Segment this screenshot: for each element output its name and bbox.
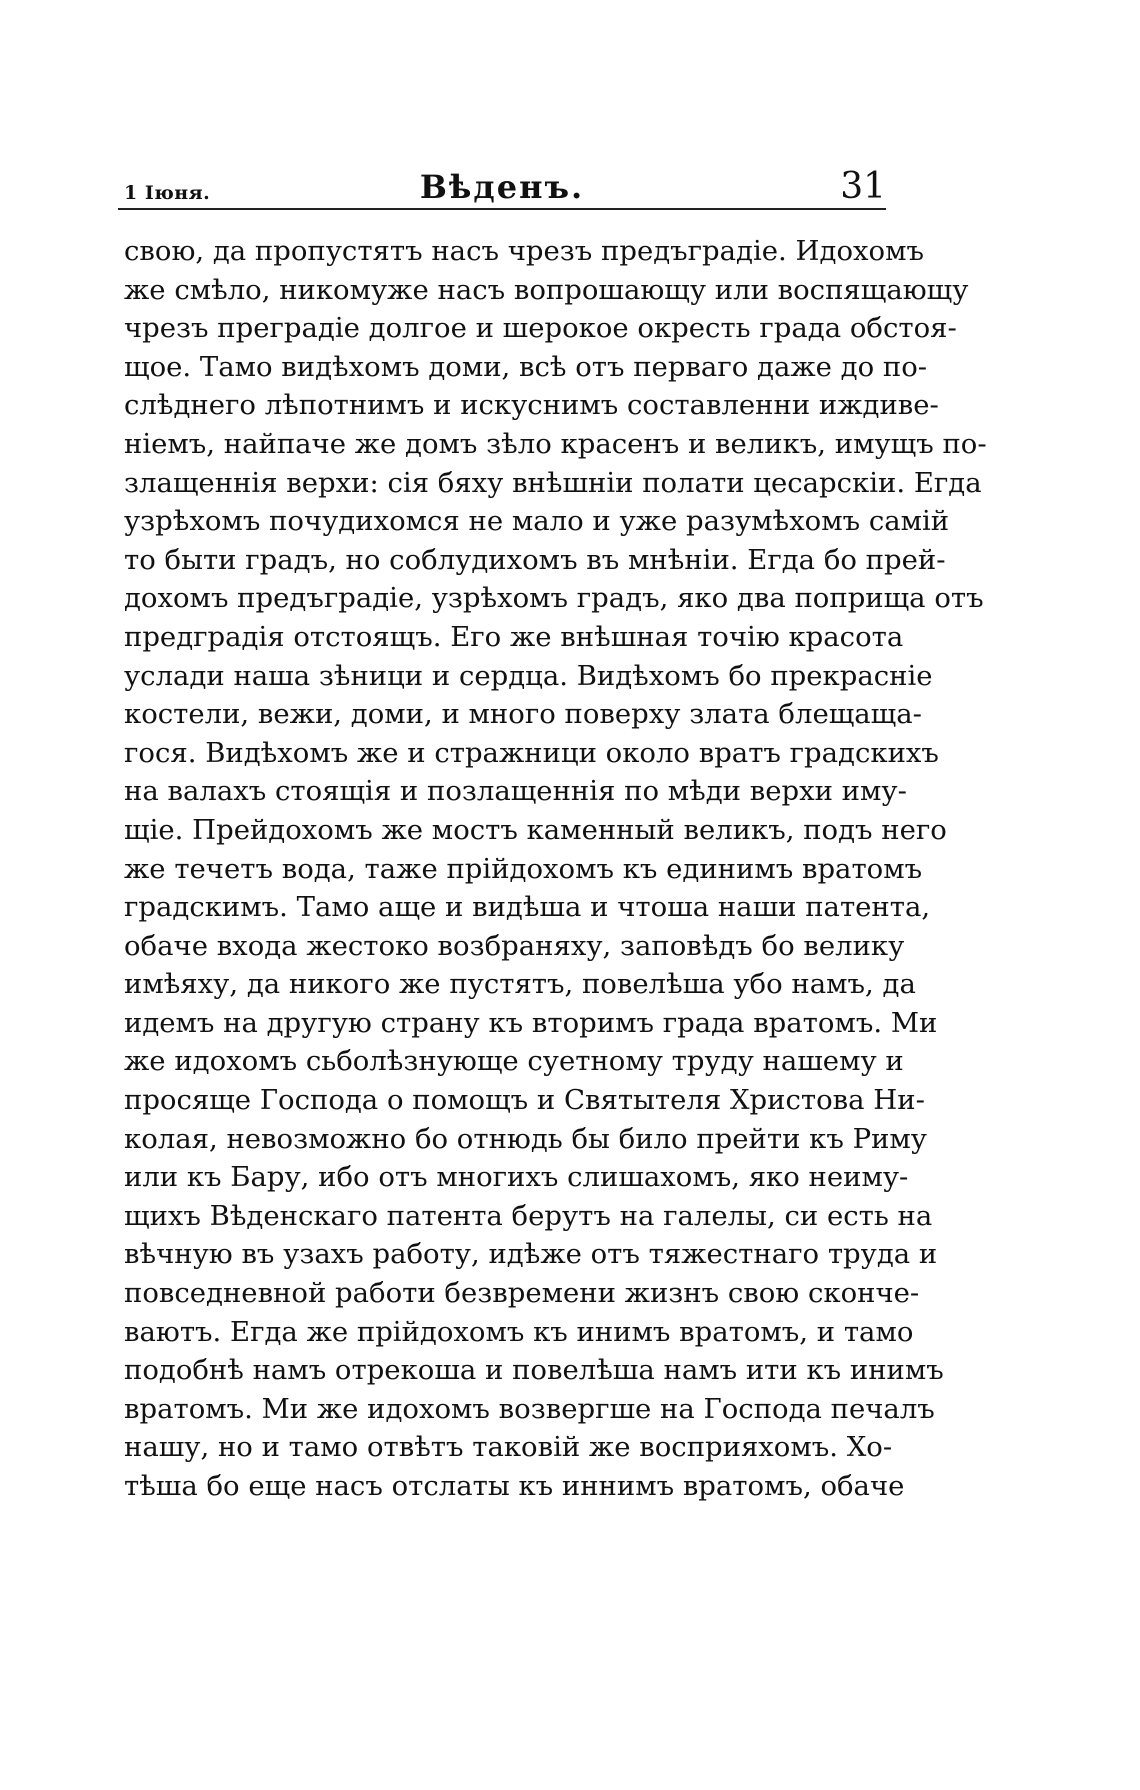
header-title: Вѣденъ.	[419, 168, 585, 206]
page-number: 31	[840, 166, 886, 207]
text-line: ваютъ. Егда же прійдохомъ къ инимъ вратомъ, и тамо	[124, 1315, 914, 1348]
text-line: ніемъ, найпаче же домъ зѣло красенъ и великъ, имущъ по-	[124, 427, 987, 460]
text-line: щіе. Прейдохомъ же мостъ каменный великъ, подъ него	[124, 813, 947, 846]
text-line: чрезъ преградіе долгое и шерокое окресть града обстоя-	[124, 312, 957, 345]
text-line: вратомъ. Ми же идохомъ возвергше на Господа печалъ	[124, 1392, 935, 1425]
text-line: просяще Господа о помощъ и Святытеля Христова Ни-	[124, 1084, 925, 1117]
text-line: предградія отстоящъ. Его же внѣшная точію красота	[124, 620, 904, 653]
text-line: щое. Тамо видѣхомъ доми, всѣ отъ перваго даже до по-	[124, 350, 928, 383]
text-line: повседневной работи безвремени жизнъ свою сконче-	[124, 1277, 920, 1310]
header-date: 1 Іюня.	[124, 182, 211, 204]
text-line: гося. Видѣхомъ же и стражници около вратъ градскихъ	[124, 736, 939, 769]
text-line: колая, невозможно бо отнюдь бы било прейти къ Риму	[124, 1122, 927, 1155]
text-line: щихъ Вѣденскаго патента берутъ на галелы, си есть на	[124, 1199, 933, 1232]
text-line: тѣша бо еще насъ отслаты къ иннимъ вратомъ, обаче	[124, 1470, 905, 1502]
text-line: же течетъ вода, таже прійдохомъ къ единимъ вратомъ	[124, 852, 923, 885]
text-line: вѣчную въ узахъ работу, идѣже отъ тяжестнаго труда и	[124, 1238, 938, 1271]
text-line: услади наша зѣници и сердца. Видѣхомъ бо прекрасніе	[124, 659, 933, 692]
text-line: узрѣхомъ почудихомся не мало и уже разумѣхомъ самій	[124, 505, 950, 538]
text-line: нашу, но и тамо отвѣтъ таковій же восприяхомъ. Хо-	[124, 1431, 893, 1464]
text-line: свою, да пропустятъ насъ чрезъ предъградіе. Идохомъ	[124, 235, 924, 267]
text-line: или къ Бару, ибо отъ многихъ слишахомъ, яко неиму-	[124, 1161, 909, 1194]
text-line: то быти градъ, но соблудихомъ въ мнѣніи. Егда бо прей-	[124, 543, 946, 576]
text-line: слѣднего лѣпотнимъ и искуснимъ составленни иждиве-	[124, 389, 939, 422]
text-line: же смѣло, никомуже насъ вопрошающу или воспящающу	[124, 273, 969, 306]
text-line: дохомъ предъградіе, узрѣхомъ градъ, яко два поприща отъ	[124, 582, 984, 615]
text-line: костели, вежи, доми, и много поверху злата блещаща-	[124, 698, 922, 731]
text-line: злащеннія верхи: сія бяху внѣшніи полати цесарскіи. Егда	[124, 466, 982, 499]
text-line: подобнѣ намъ отрекоша и повелѣша намъ ити къ инимъ	[124, 1354, 944, 1387]
text-line: на валахъ стоящія и позлащеннія по мѣди верхи иму-	[124, 775, 907, 808]
text-line: градскимъ. Тамо аще и видѣша и чтоша наши патента,	[124, 891, 931, 924]
text-line: обаче входа жестоко возбраняху, заповѣдъ бо велику	[124, 929, 905, 962]
text-line: же идохомъ сьболѣзнующе суетному труду нашему и	[124, 1045, 904, 1078]
text-line: имѣяху, да никого же пустятъ, повелѣша убо намъ, да	[124, 968, 916, 1001]
header-rule	[118, 208, 886, 210]
text-line: идемъ на другую страну къ вторимъ града вратомъ. Ми	[124, 1006, 938, 1039]
body-text	[124, 232, 987, 1506]
